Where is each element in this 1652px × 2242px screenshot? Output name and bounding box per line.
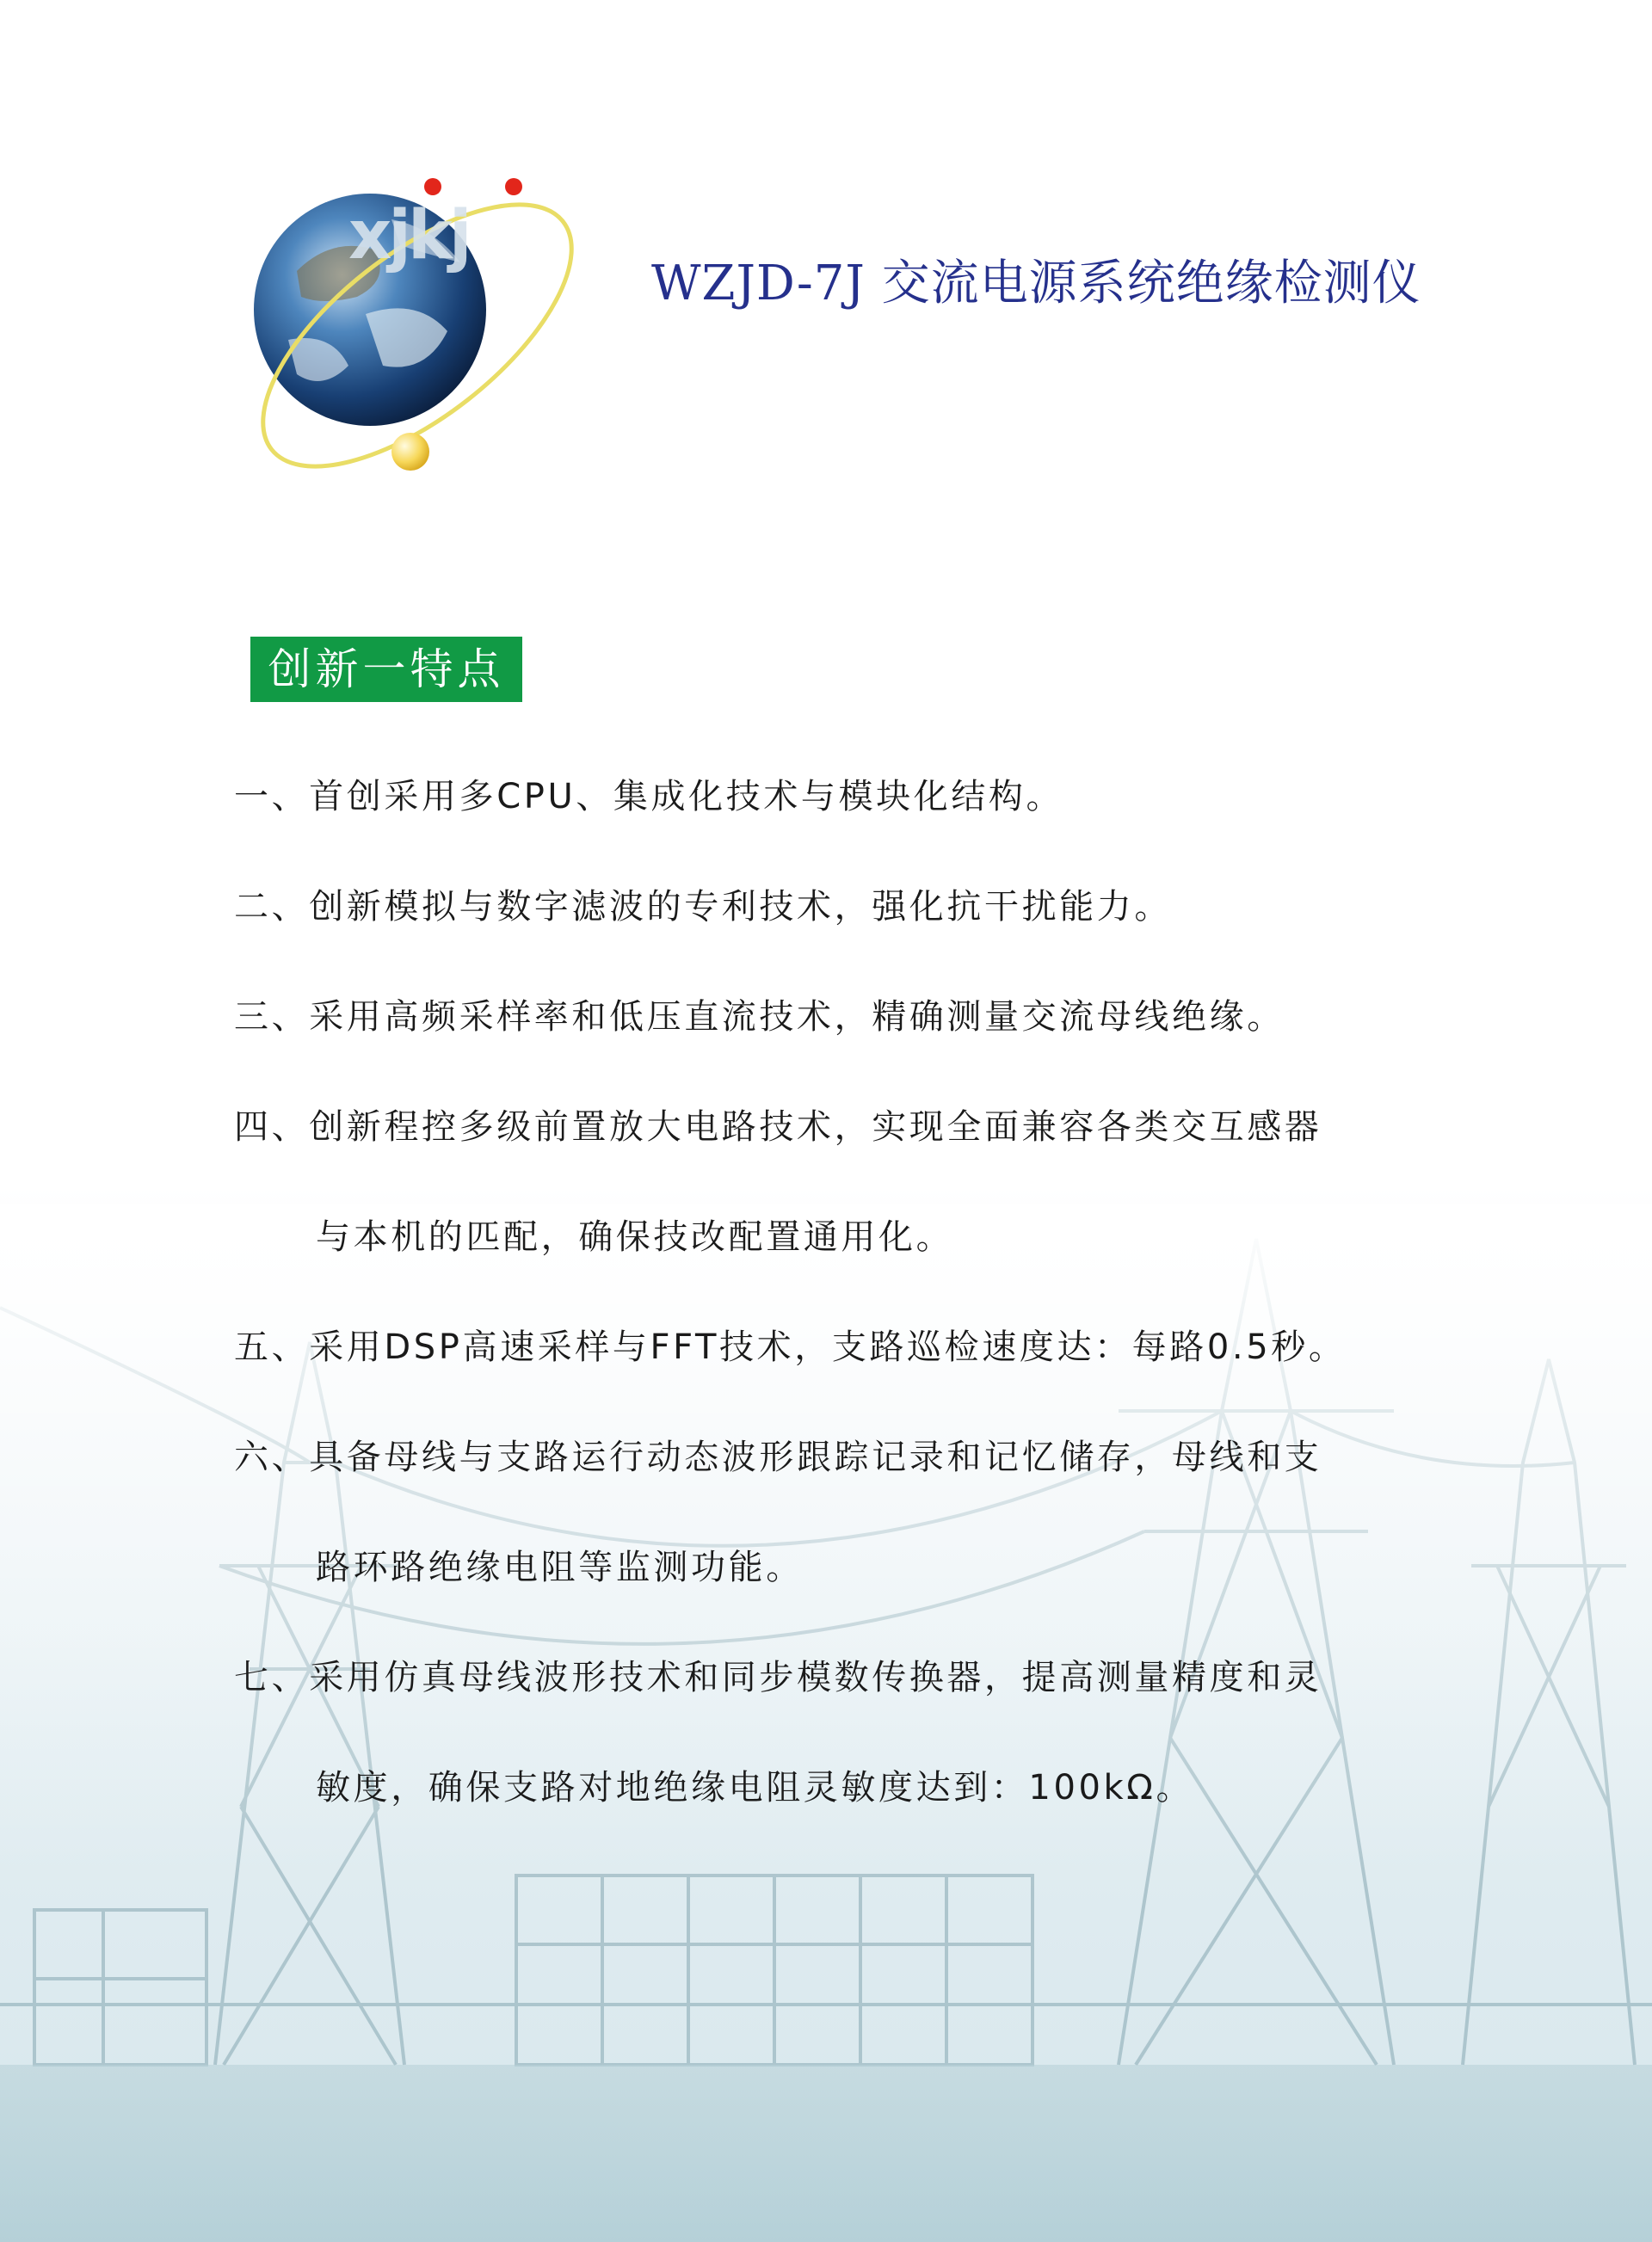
feature-number: 二、 [234,887,310,927]
feature-line-continuation: 与本机的匹配，确保技改配置通用化。 [316,1217,954,1257]
document-title: WZJD-7J 交流电源系统绝缘检测仪 [651,256,1421,311]
feature-text: 具备母线与支路运行动态波形跟踪记录和记忆储存，母线和支 [309,1438,1322,1477]
feature-number: 七、 [234,1658,310,1697]
feature-number: 五、 [234,1327,310,1367]
feature-number: 三、 [234,997,310,1037]
svg-text:xjkj: xjkj [348,197,469,274]
feature-line [234,1652,1322,1703]
logo-lettering [348,178,522,274]
feature-number: 四、 [234,1107,310,1147]
feature-number: 一、 [234,777,310,816]
feature-line-continuation: 敏度，确保支路对地绝缘电阻灵敏度达到：100kΩ。 [316,1768,1194,1808]
feature-text: 采用高频采样率和低压直流技术，精确测量交流母线绝缘。 [309,997,1285,1037]
feature-line [234,1432,1322,1483]
feature-text: 采用DSP高速采样与FFT技术，支路巡检速度达：每路0.5秒。 [309,1327,1347,1367]
feature-line [234,1101,1322,1153]
feature-line [234,1321,1346,1373]
feature-text: 采用仿真母线波形技术和同步模数传换器，提高测量精度和灵 [309,1658,1322,1697]
section-heading-badge: 创新一特点 [250,637,522,702]
company-logo [219,168,581,499]
feature-text: 创新程控多级前置放大电路技术，实现全面兼容各类交互感器 [309,1107,1322,1147]
feature-line-continuation: 路环路绝缘电阻等监测功能。 [316,1548,804,1587]
feature-line [234,991,1285,1043]
feature-number: 六、 [234,1438,310,1477]
feature-text: 创新模拟与数字滤波的专利技术，强化抗干扰能力。 [309,887,1173,927]
feature-text: 首创采用多CPU、集成化技术与模块化结构。 [309,777,1064,816]
feature-line [234,771,1063,822]
feature-line [234,881,1172,933]
